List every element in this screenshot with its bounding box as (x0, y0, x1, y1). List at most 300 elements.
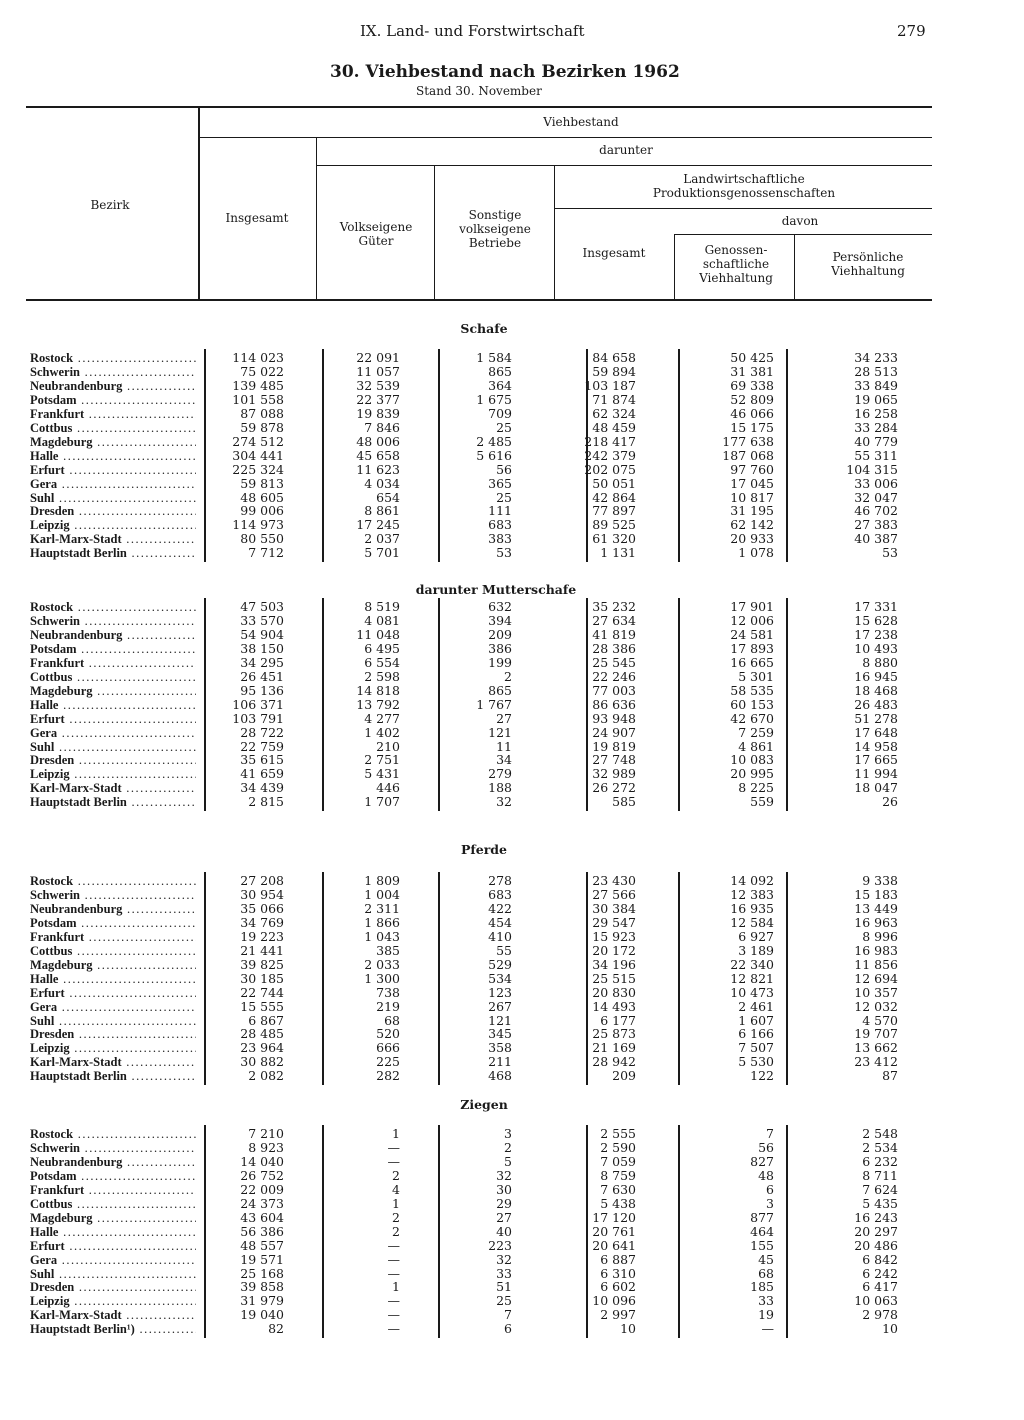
cell-lpg-insgesamt: 42 864 (592, 489, 636, 505)
cell-lpg-insgesamt: 2 997 (600, 1307, 636, 1323)
table-row (0, 1239, 1024, 1253)
cell-lpg-insgesamt: 8 759 (600, 1167, 636, 1183)
cell-persoenliche-viehhaltung: 20 486 (854, 1237, 898, 1253)
cell-persoenliche-viehhaltung: 6 842 (862, 1251, 898, 1267)
cell-volkseigene-gueter: 1 043 (364, 928, 400, 944)
table-row (0, 670, 1024, 684)
bezirk-name: Hauptstadt Berlin ..... (30, 1069, 196, 1083)
cell-insgesamt: 103 791 (232, 710, 284, 726)
table-row (0, 1127, 1024, 1141)
cell-volkseigene-gueter: 1 809 (364, 873, 400, 888)
bezirk-name: Karl-Marx-Stadt ..... (30, 1308, 196, 1322)
cell-persoenliche-viehhaltung: 6 417 (862, 1279, 898, 1295)
cell-volkseigene-gueter: — (387, 1265, 400, 1281)
cell-persoenliche-viehhaltung: 12 032 (854, 998, 898, 1014)
bezirk-name: Karl-Marx-Stadt ..... (30, 781, 196, 795)
cell-insgesamt: 106 371 (232, 696, 284, 712)
cell-persoenliche-viehhaltung: 2 978 (862, 1307, 898, 1323)
table-row (0, 781, 1024, 795)
cell-persoenliche-viehhaltung: 6 242 (862, 1265, 898, 1281)
cell-genossenschaftliche-viehhaltung: 155 (750, 1237, 774, 1253)
bezirk-name: Neubrandenburg ..... (30, 902, 196, 916)
table-row (0, 1280, 1024, 1294)
cell-persoenliche-viehhaltung: 46 702 (854, 503, 898, 519)
cell-persoenliche-viehhaltung: 28 513 (854, 363, 898, 379)
cell-volkseigene-gueter: 210 (376, 738, 400, 754)
cell-sonstige-volkseigene-betriebe: 55 (496, 942, 512, 958)
cell-genossenschaftliche-viehhaltung: 20 995 (730, 766, 774, 782)
cell-genossenschaftliche-viehhaltung: 3 189 (738, 942, 774, 958)
bezirk-name: Gera ..... (30, 1000, 196, 1014)
col-header-lpg: Landwirtschaftliche Produktionsgenossenschaften (652, 172, 836, 200)
table-row (0, 1183, 1024, 1197)
cell-insgesamt: 35 066 (240, 900, 284, 916)
cell-genossenschaftliche-viehhaltung: 12 821 (730, 970, 774, 986)
cell-sonstige-volkseigene-betriebe: 1 675 (476, 391, 512, 407)
cell-persoenliche-viehhaltung: 9 338 (862, 873, 898, 888)
cell-lpg-insgesamt: 61 320 (592, 531, 636, 547)
cell-persoenliche-viehhaltung: 17 331 (854, 599, 898, 614)
cell-genossenschaftliche-viehhaltung: 3 (766, 1195, 774, 1211)
cell-sonstige-volkseigene-betriebe: 865 (488, 682, 512, 698)
cell-sonstige-volkseigene-betriebe: 199 (488, 654, 512, 670)
cell-insgesamt: 304 441 (232, 447, 284, 463)
cell-genossenschaftliche-viehhaltung: 6 927 (738, 928, 774, 944)
cell-volkseigene-gueter: — (387, 1153, 400, 1169)
cell-volkseigene-gueter: 738 (376, 984, 400, 1000)
cell-genossenschaftliche-viehhaltung: 20 933 (730, 531, 774, 547)
cell-lpg-insgesamt: 242 379 (584, 447, 636, 463)
header-divider (554, 165, 555, 300)
table-row (0, 698, 1024, 712)
cell-genossenschaftliche-viehhaltung: 177 638 (722, 433, 774, 449)
col-header-davon: davon (781, 214, 819, 228)
cell-volkseigene-gueter: — (387, 1307, 400, 1323)
bezirk-name: Schwerin ..... (30, 365, 196, 379)
cell-lpg-insgesamt: 25 515 (592, 970, 636, 986)
bezirk-name: Gera ..... (30, 477, 196, 491)
cell-persoenliche-viehhaltung: 8 996 (862, 928, 898, 944)
cell-persoenliche-viehhaltung: 2 534 (862, 1139, 898, 1155)
cell-sonstige-volkseigene-betriebe: 278 (488, 873, 512, 888)
cell-genossenschaftliche-viehhaltung: 60 153 (730, 696, 774, 712)
cell-lpg-insgesamt: 209 (612, 1068, 636, 1084)
table-row (0, 1211, 1024, 1225)
header-rule (674, 234, 932, 235)
cell-genossenschaftliche-viehhaltung: 31 381 (730, 363, 774, 379)
cell-lpg-insgesamt: 34 196 (592, 956, 636, 972)
cell-genossenschaftliche-viehhaltung: 97 760 (730, 461, 774, 477)
cell-lpg-insgesamt: 29 547 (592, 914, 636, 930)
cell-insgesamt: 27 208 (240, 873, 284, 888)
bezirk-name: Gera ..... (30, 1253, 196, 1267)
cell-genossenschaftliche-viehhaltung: 24 581 (730, 626, 774, 642)
section-title: Pferde (460, 842, 508, 857)
table-row (0, 504, 1024, 518)
cell-lpg-insgesamt: 89 525 (592, 517, 636, 533)
table-row (0, 600, 1024, 614)
bezirk-name: Potsdam ..... (30, 642, 196, 656)
cell-insgesamt: 28 485 (240, 1026, 284, 1042)
cell-volkseigene-gueter: 1 (392, 1126, 400, 1141)
cell-volkseigene-gueter: 1 300 (364, 970, 400, 986)
cell-persoenliche-viehhaltung: 15 628 (854, 612, 898, 628)
cell-volkseigene-gueter: 22 091 (356, 350, 400, 365)
cell-insgesamt: 30 185 (240, 970, 284, 986)
cell-persoenliche-viehhaltung: 20 297 (854, 1223, 898, 1239)
cell-genossenschaftliche-viehhaltung: 187 068 (722, 447, 774, 463)
cell-sonstige-volkseigene-betriebe: 27 (496, 710, 512, 726)
cell-insgesamt: 59 878 (240, 419, 284, 435)
cell-insgesamt: 101 558 (232, 391, 284, 407)
cell-sonstige-volkseigene-betriebe: 410 (488, 928, 512, 944)
bezirk-name: Erfurt ..... (30, 1239, 196, 1253)
cell-insgesamt: 41 659 (240, 766, 284, 782)
cell-genossenschaftliche-viehhaltung: 5 530 (738, 1054, 774, 1070)
cell-volkseigene-gueter: 13 792 (356, 696, 400, 712)
cell-lpg-insgesamt: 15 923 (592, 928, 636, 944)
cell-sonstige-volkseigene-betriebe: 51 (496, 1279, 512, 1295)
cell-sonstige-volkseigene-betriebe: 2 (504, 668, 512, 684)
table-row (0, 1267, 1024, 1281)
cell-persoenliche-viehhaltung: 16 945 (854, 668, 898, 684)
cell-genossenschaftliche-viehhaltung: 22 340 (730, 956, 774, 972)
cell-persoenliche-viehhaltung: 51 278 (854, 710, 898, 726)
cell-volkseigene-gueter: 282 (376, 1068, 400, 1084)
cell-genossenschaftliche-viehhaltung: 1 078 (738, 545, 774, 561)
cell-persoenliche-viehhaltung: 40 779 (854, 433, 898, 449)
cell-sonstige-volkseigene-betriebe: 709 (488, 405, 512, 421)
bezirk-name: Schwerin ..... (30, 614, 196, 628)
cell-sonstige-volkseigene-betriebe: 2 485 (476, 433, 512, 449)
cell-lpg-insgesamt: 28 942 (592, 1054, 636, 1070)
cell-genossenschaftliche-viehhaltung: 1 607 (738, 1012, 774, 1028)
bezirk-name: Erfurt ..... (30, 463, 196, 477)
cell-volkseigene-gueter: — (387, 1237, 400, 1253)
cell-lpg-insgesamt: 585 (612, 794, 636, 810)
cell-genossenschaftliche-viehhaltung: 12 584 (730, 914, 774, 930)
cell-genossenschaftliche-viehhaltung: 5 301 (738, 668, 774, 684)
table-row (0, 1308, 1024, 1322)
cell-lpg-insgesamt: 27 566 (592, 886, 636, 902)
cell-lpg-insgesamt: 86 636 (592, 696, 636, 712)
cell-volkseigene-gueter: 1 866 (364, 914, 400, 930)
cell-genossenschaftliche-viehhaltung: 46 066 (730, 405, 774, 421)
col-header-sonstige-volkseigene-betriebe: Sonstige volkseigene Betriebe (459, 208, 531, 250)
cell-lpg-insgesamt: 20 830 (592, 984, 636, 1000)
cell-sonstige-volkseigene-betriebe: 25 (496, 489, 512, 505)
table-row (0, 379, 1024, 393)
header-bottom-rule (26, 299, 932, 301)
col-header-bezirk: Bezirk (90, 198, 130, 212)
cell-persoenliche-viehhaltung: 26 (882, 794, 898, 810)
header-divider (794, 234, 795, 300)
bezirk-name: Hauptstadt Berlin ..... (30, 795, 196, 809)
cell-persoenliche-viehhaltung: 104 315 (846, 461, 898, 477)
table-row (0, 1253, 1024, 1267)
cell-lpg-insgesamt: 25 873 (592, 1026, 636, 1042)
table-row (0, 1155, 1024, 1169)
table-row (0, 491, 1024, 505)
bezirk-name: Magdeburg ..... (30, 958, 196, 972)
cell-volkseigene-gueter: 2 037 (364, 531, 400, 547)
cell-lpg-insgesamt: 77 003 (592, 682, 636, 698)
cell-insgesamt: 75 022 (240, 363, 284, 379)
cell-genossenschaftliche-viehhaltung: 45 (758, 1251, 774, 1267)
cell-insgesamt: 14 040 (240, 1153, 284, 1169)
cell-sonstige-volkseigene-betriebe: 40 (496, 1223, 512, 1239)
cell-persoenliche-viehhaltung: 33 284 (854, 419, 898, 435)
cell-genossenschaftliche-viehhaltung: 827 (750, 1153, 774, 1169)
cell-sonstige-volkseigene-betriebe: 2 (504, 1139, 512, 1155)
table-row (0, 1225, 1024, 1239)
cell-genossenschaftliche-viehhaltung: 877 (750, 1209, 774, 1225)
bezirk-name: Frankfurt ..... (30, 930, 196, 944)
cell-persoenliche-viehhaltung: 11 856 (854, 956, 898, 972)
cell-sonstige-volkseigene-betriebe: 1 584 (476, 350, 512, 365)
table-row (0, 1041, 1024, 1055)
table-row (0, 753, 1024, 767)
cell-volkseigene-gueter: — (387, 1321, 400, 1337)
bezirk-name: Erfurt ..... (30, 986, 196, 1000)
cell-insgesamt: 80 550 (240, 531, 284, 547)
cell-insgesamt: 2 815 (248, 794, 284, 810)
cell-sonstige-volkseigene-betriebe: 383 (488, 531, 512, 547)
col-header-volkseigene-gueter: Volkseigene Güter (339, 220, 413, 248)
bezirk-name: Rostock ..... (30, 351, 196, 365)
bezirk-name: Karl-Marx-Stadt ..... (30, 1055, 196, 1069)
cell-lpg-insgesamt: 14 493 (592, 998, 636, 1014)
cell-lpg-insgesamt: 84 658 (592, 350, 636, 365)
col-header-genossenschaftliche-viehhaltung: Genossen-schaftliche Viehhaltung (699, 243, 773, 285)
cell-persoenliche-viehhaltung: 53 (882, 545, 898, 561)
cell-volkseigene-gueter: — (387, 1251, 400, 1267)
cell-persoenliche-viehhaltung: 2 548 (862, 1126, 898, 1141)
cell-persoenliche-viehhaltung: 23 412 (854, 1054, 898, 1070)
cell-persoenliche-viehhaltung: 34 233 (854, 350, 898, 365)
cell-lpg-insgesamt: 30 384 (592, 900, 636, 916)
header-rule (316, 165, 932, 166)
cell-persoenliche-viehhaltung: 11 994 (854, 766, 898, 782)
cell-persoenliche-viehhaltung: 10 357 (854, 984, 898, 1000)
table-row (0, 944, 1024, 958)
cell-lpg-insgesamt: 20 172 (592, 942, 636, 958)
bezirk-name: Cottbus ..... (30, 944, 196, 958)
page-number: 279 (897, 22, 926, 40)
cell-genossenschaftliche-viehhaltung: 4 861 (738, 738, 774, 754)
section-title: Schafe (460, 321, 508, 336)
cell-genossenschaftliche-viehhaltung: 2 461 (738, 998, 774, 1014)
cell-lpg-insgesamt: 25 545 (592, 654, 636, 670)
table-row (0, 477, 1024, 491)
cell-lpg-insgesamt: 20 641 (592, 1237, 636, 1253)
table-row (0, 874, 1024, 888)
section-title: darunter Mutterschafe (415, 582, 577, 597)
cell-genossenschaftliche-viehhaltung: 42 670 (730, 710, 774, 726)
cell-volkseigene-gueter: 5 701 (364, 545, 400, 561)
cell-sonstige-volkseigene-betriebe: 5 (504, 1153, 512, 1169)
cell-lpg-insgesamt: 7 059 (600, 1153, 636, 1169)
cell-volkseigene-gueter: — (387, 1293, 400, 1309)
cell-sonstige-volkseigene-betriebe: 30 (496, 1181, 512, 1197)
cell-insgesamt: 47 503 (240, 599, 284, 614)
bezirk-name: Frankfurt ..... (30, 1183, 196, 1197)
cell-volkseigene-gueter: 45 658 (356, 447, 400, 463)
cell-sonstige-volkseigene-betriebe: 188 (488, 780, 512, 796)
table-row (0, 712, 1024, 726)
cell-sonstige-volkseigene-betriebe: 211 (488, 1054, 512, 1070)
cell-insgesamt: 6 867 (248, 1012, 284, 1028)
table-row (0, 1000, 1024, 1014)
cell-persoenliche-viehhaltung: 17 665 (854, 752, 898, 768)
bezirk-name: Neubrandenburg ..... (30, 628, 196, 642)
cell-genossenschaftliche-viehhaltung: 69 338 (730, 377, 774, 393)
cell-sonstige-volkseigene-betriebe: 32 (496, 794, 512, 810)
cell-persoenliche-viehhaltung: 17 648 (854, 724, 898, 740)
cell-lpg-insgesamt: 23 430 (592, 873, 636, 888)
cell-persoenliche-viehhaltung: 10 063 (854, 1293, 898, 1309)
cell-genossenschaftliche-viehhaltung: 56 (758, 1139, 774, 1155)
cell-persoenliche-viehhaltung: 14 958 (854, 738, 898, 754)
bezirk-name: Dresden ..... (30, 1280, 196, 1294)
cell-persoenliche-viehhaltung: 4 570 (862, 1012, 898, 1028)
cell-sonstige-volkseigene-betriebe: 123 (488, 984, 512, 1000)
cell-volkseigene-gueter: 14 818 (356, 682, 400, 698)
cell-genossenschaftliche-viehhaltung: 14 092 (730, 873, 774, 888)
cell-genossenschaftliche-viehhaltung: 17 045 (730, 475, 774, 491)
table-row (0, 642, 1024, 656)
cell-persoenliche-viehhaltung: 33 006 (854, 475, 898, 491)
cell-sonstige-volkseigene-betriebe: 56 (496, 461, 512, 477)
header-rule (554, 208, 932, 209)
cell-persoenliche-viehhaltung: 16 258 (854, 405, 898, 421)
cell-lpg-insgesamt: 26 272 (592, 780, 636, 796)
table-row (0, 684, 1024, 698)
table-row (0, 656, 1024, 670)
cell-sonstige-volkseigene-betriebe: 529 (488, 956, 512, 972)
cell-volkseigene-gueter: 17 245 (356, 517, 400, 533)
cell-genossenschaftliche-viehhaltung: 17 893 (730, 640, 774, 656)
bezirk-name: Gera ..... (30, 726, 196, 740)
header-divider (434, 165, 435, 300)
cell-volkseigene-gueter: 1 707 (364, 794, 400, 810)
cell-lpg-insgesamt: 6 310 (600, 1265, 636, 1281)
cell-insgesamt: 114 973 (232, 517, 284, 533)
cell-insgesamt: 25 168 (240, 1265, 284, 1281)
table-row (0, 795, 1024, 809)
cell-volkseigene-gueter: 11 623 (356, 461, 400, 477)
cell-lpg-insgesamt: 6 887 (600, 1251, 636, 1267)
table-row (0, 1069, 1024, 1083)
cell-insgesamt: 114 023 (232, 350, 284, 365)
cell-persoenliche-viehhaltung: 13 662 (854, 1040, 898, 1056)
cell-sonstige-volkseigene-betriebe: 29 (496, 1195, 512, 1211)
bezirk-name: Dresden ..... (30, 1027, 196, 1041)
bezirk-name: Leipzig ..... (30, 767, 196, 781)
cell-volkseigene-gueter: 654 (376, 489, 400, 505)
cell-persoenliche-viehhaltung: 10 493 (854, 640, 898, 656)
cell-lpg-insgesamt: 19 819 (592, 738, 636, 754)
bezirk-name: Cottbus ..... (30, 1197, 196, 1211)
cell-insgesamt: 48 605 (240, 489, 284, 505)
chapter-heading: IX. Land- und Forstwirtschaft (360, 22, 585, 40)
bezirk-name: Suhl ..... (30, 491, 196, 505)
table-row (0, 435, 1024, 449)
cell-volkseigene-gueter: 2 (392, 1167, 400, 1183)
cell-sonstige-volkseigene-betriebe: 468 (488, 1068, 512, 1084)
cell-genossenschaftliche-viehhaltung: 185 (750, 1279, 774, 1295)
table-row (0, 1197, 1024, 1211)
col-header-insgesamt: Insgesamt (225, 211, 289, 225)
cell-sonstige-volkseigene-betriebe: 209 (488, 626, 512, 642)
cell-genossenschaftliche-viehhaltung: 62 142 (730, 517, 774, 533)
cell-insgesamt: 31 979 (240, 1293, 284, 1309)
cell-sonstige-volkseigene-betriebe: 32 (496, 1167, 512, 1183)
table-row (0, 888, 1024, 902)
cell-lpg-insgesamt: 22 246 (592, 668, 636, 684)
cell-sonstige-volkseigene-betriebe: 223 (488, 1237, 512, 1253)
cell-sonstige-volkseigene-betriebe: 34 (496, 752, 512, 768)
cell-volkseigene-gueter: 1 402 (364, 724, 400, 740)
header-top-rule (26, 106, 932, 108)
cell-sonstige-volkseigene-betriebe: 32 (496, 1251, 512, 1267)
cell-sonstige-volkseigene-betriebe: 683 (488, 517, 512, 533)
cell-persoenliche-viehhaltung: 13 449 (854, 900, 898, 916)
cell-sonstige-volkseigene-betriebe: 25 (496, 419, 512, 435)
cell-insgesamt: 2 082 (248, 1068, 284, 1084)
cell-lpg-insgesamt: 28 386 (592, 640, 636, 656)
bezirk-name: Halle ..... (30, 698, 196, 712)
cell-insgesamt: 26 752 (240, 1167, 284, 1183)
bezirk-name: Suhl ..... (30, 1014, 196, 1028)
cell-lpg-insgesamt: 17 120 (592, 1209, 636, 1225)
table-row (0, 421, 1024, 435)
cell-sonstige-volkseigene-betriebe: 53 (496, 545, 512, 561)
table-row (0, 449, 1024, 463)
cell-sonstige-volkseigene-betriebe: 27 (496, 1209, 512, 1225)
cell-volkseigene-gueter: 4 277 (364, 710, 400, 726)
cell-insgesamt: 139 485 (232, 377, 284, 393)
bezirk-name: Halle ..... (30, 972, 196, 986)
bezirk-name: Rostock ..... (30, 1127, 196, 1141)
cell-sonstige-volkseigene-betriebe: 111 (488, 503, 512, 519)
cell-persoenliche-viehhaltung: 26 483 (854, 696, 898, 712)
cell-volkseigene-gueter: 666 (376, 1040, 400, 1056)
cell-volkseigene-gueter: 19 839 (356, 405, 400, 421)
cell-sonstige-volkseigene-betriebe: 11 (496, 738, 512, 754)
cell-insgesamt: 87 088 (240, 405, 284, 421)
table-row (0, 1169, 1024, 1183)
cell-insgesamt: 19 571 (240, 1251, 284, 1267)
cell-insgesamt: 82 (268, 1321, 284, 1337)
table-row (0, 407, 1024, 421)
table-row (0, 463, 1024, 477)
cell-genossenschaftliche-viehhaltung: 19 (758, 1307, 774, 1323)
cell-volkseigene-gueter: 446 (376, 780, 400, 796)
cell-insgesamt: 33 570 (240, 612, 284, 628)
cell-genossenschaftliche-viehhaltung: 68 (758, 1265, 774, 1281)
table-row (0, 916, 1024, 930)
cell-genossenschaftliche-viehhaltung: 15 175 (730, 419, 774, 435)
cell-insgesamt: 225 324 (232, 461, 284, 477)
bezirk-name: Dresden ..... (30, 753, 196, 767)
cell-sonstige-volkseigene-betriebe: 364 (488, 377, 512, 393)
cell-sonstige-volkseigene-betriebe: 632 (488, 599, 512, 614)
bezirk-name: Magdeburg ..... (30, 435, 196, 449)
cell-volkseigene-gueter: 5 431 (364, 766, 400, 782)
cell-insgesamt: 22 759 (240, 738, 284, 754)
cell-volkseigene-gueter: 2 (392, 1223, 400, 1239)
